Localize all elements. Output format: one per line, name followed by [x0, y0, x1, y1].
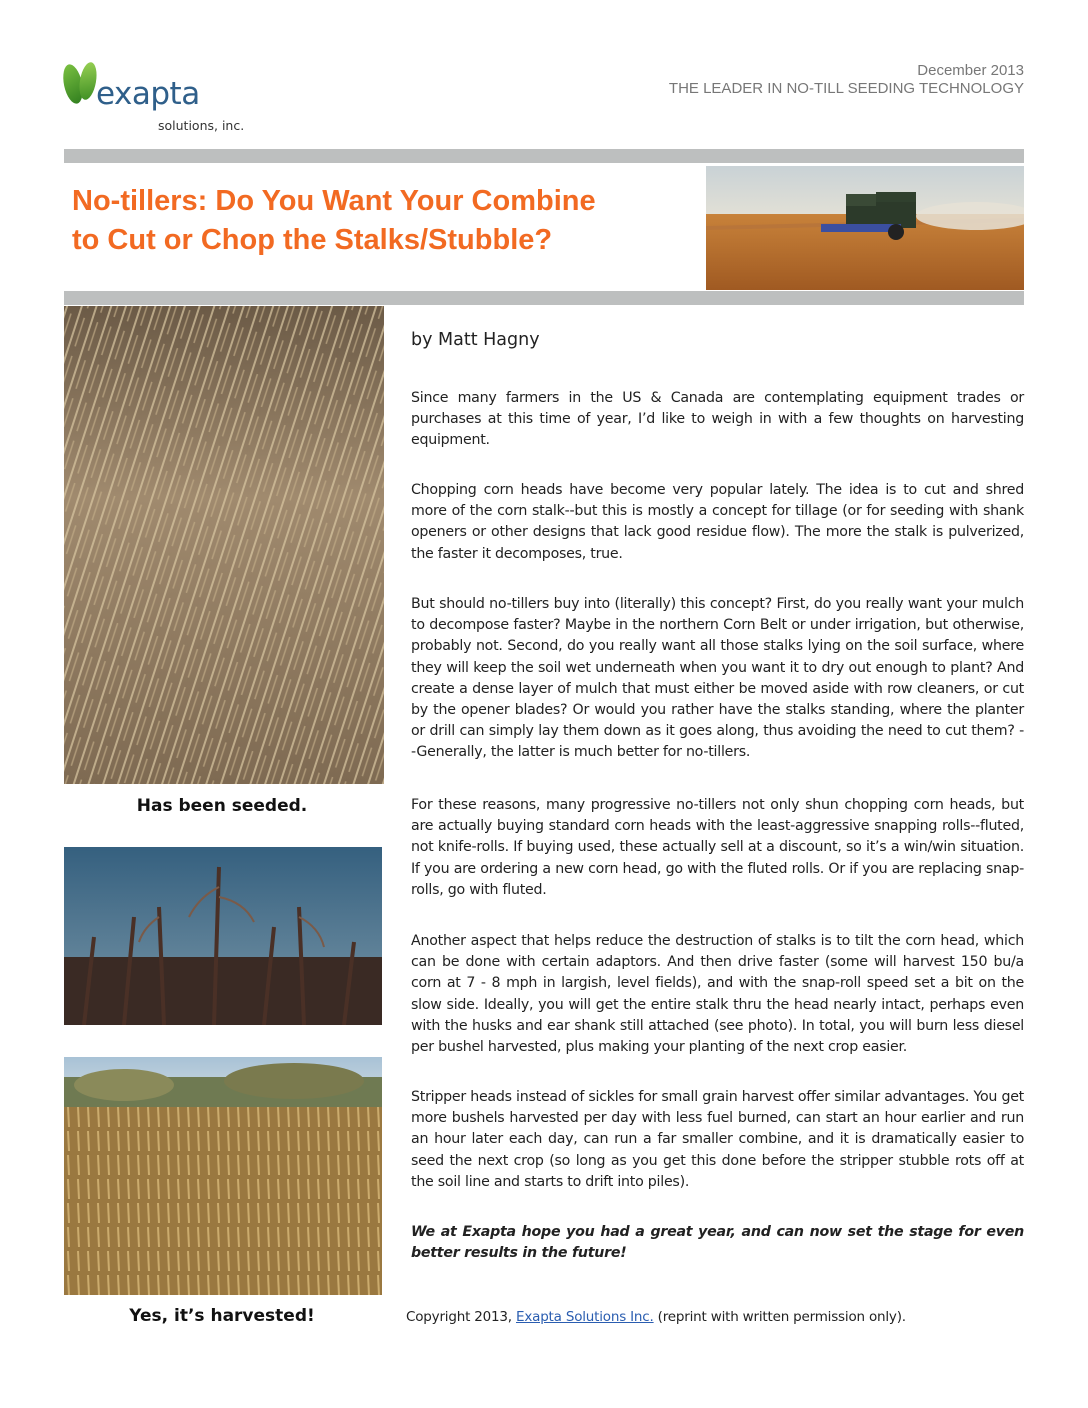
caption-seeded: Has been seeded.	[136, 796, 308, 816]
caption-harvested: Yes, it’s harvested!	[129, 1306, 315, 1326]
harvested-field-photo	[64, 1057, 382, 1295]
paragraph: But should no-tillers buy into (literally) this concept? First, do you really want your mulch to decompose faster? Maybe in the northern Corn Belt or under irrigation, but otherwise, probably not. Second, do you really want all those stalks lying on the soil surface, where they will keep the soil wet underneath when you want it to dry out enough to plant? And create a dense layer of mulch that must either be moved aside with row cleaners, or cut by the opener blades? Or would you rather have the stalks standing, where the planter or drill can simply lay them down as it goes along, thus avoiding the need to cut them? --Generally, the latter is much better for no-tillers.	[411, 596, 1024, 761]
logo-wordmark: exapta	[96, 76, 200, 112]
combine-harvester-photo	[706, 166, 1024, 290]
byline: by Matt Hagny	[411, 330, 540, 350]
header-divider-bottom	[64, 291, 1024, 305]
copyright-suffix: (reprint with written permission only).	[653, 1309, 906, 1325]
headline-line-1: No-tillers: Do You Want Your Combine	[72, 185, 596, 217]
paragraph: Stripper heads instead of sickles for small grain harvest offer similar advantages. You get more bushels harvested per day with less fuel burned, can start an hour earlier and run an hour later each day, can run a far smaller combine, and it is dramatically easier to seed the next crop (so long as you get this done before the stripper stubble rots off at the soil line and starts to drift into piles).	[411, 1089, 1024, 1190]
article-headline	[72, 182, 702, 260]
closing-paragraph: We at Exapta hope you had a great year, and can now set the stage for even better results in the future!	[411, 1224, 1024, 1262]
seeded-stubble-photo	[64, 306, 384, 784]
copyright-notice	[406, 1309, 906, 1325]
exapta-link[interactable]: Exapta Solutions Inc.	[516, 1309, 654, 1325]
copyright-prefix: Copyright 2013,	[406, 1309, 516, 1325]
paragraph: For these reasons, many progressive no-tillers not only shun chopping corn heads, but are actually buying standard corn heads with the least-aggressive snapping rolls--fluted, not knife-rolls. If buying used, these actually sell at a discount, so it’s a win/win situation. If you are ordering a new corn head, go with the fluted rolls. Or if you are replacing snap-rolls, go with fluted.	[411, 797, 1024, 898]
headline-line-2: to Cut or Chop the Stalks/Stubble?	[72, 224, 553, 256]
paragraph: Chopping corn heads have become very popular lately. The idea is to cut and shred more of the corn stalk--but this is mostly a concept for tillage (or for seeding with shank openers or other designs that lack good residue flow). The more the stalk is pulverized, the faster it decomposes, true.	[411, 482, 1024, 562]
exapta-logo	[62, 58, 272, 138]
paragraph: Another aspect that helps reduce the destruction of stalks is to tilt the corn head, which can be done with certain adaptors. And then drive faster (some will harvest 150 bu/a corn at 7 - 8 mph in largish, level fields), and with the snap-roll speed set a bit on the slow side. Ideally, you will get the entire stalk thru the head nearly intact, perhaps even with the husks and ear shank still attached (see photo). In total, you will burn less diesel per bushel harvested, plus making your planting of the next crop easier.	[411, 933, 1024, 1056]
issue-date: December 2013	[917, 62, 1024, 79]
logo-subtitle: solutions, inc.	[158, 118, 245, 133]
header-divider-top	[64, 149, 1024, 163]
paragraph: Since many farmers in the US & Canada are contemplating equipment trades or purchases at this time of year, I’d like to weigh in with a few thoughts on harvesting equipment.	[411, 390, 1024, 449]
standing-stalks-photo	[64, 847, 382, 1025]
tagline: THE LEADER IN NO-TILL SEEDING TECHNOLOGY	[668, 80, 1024, 97]
